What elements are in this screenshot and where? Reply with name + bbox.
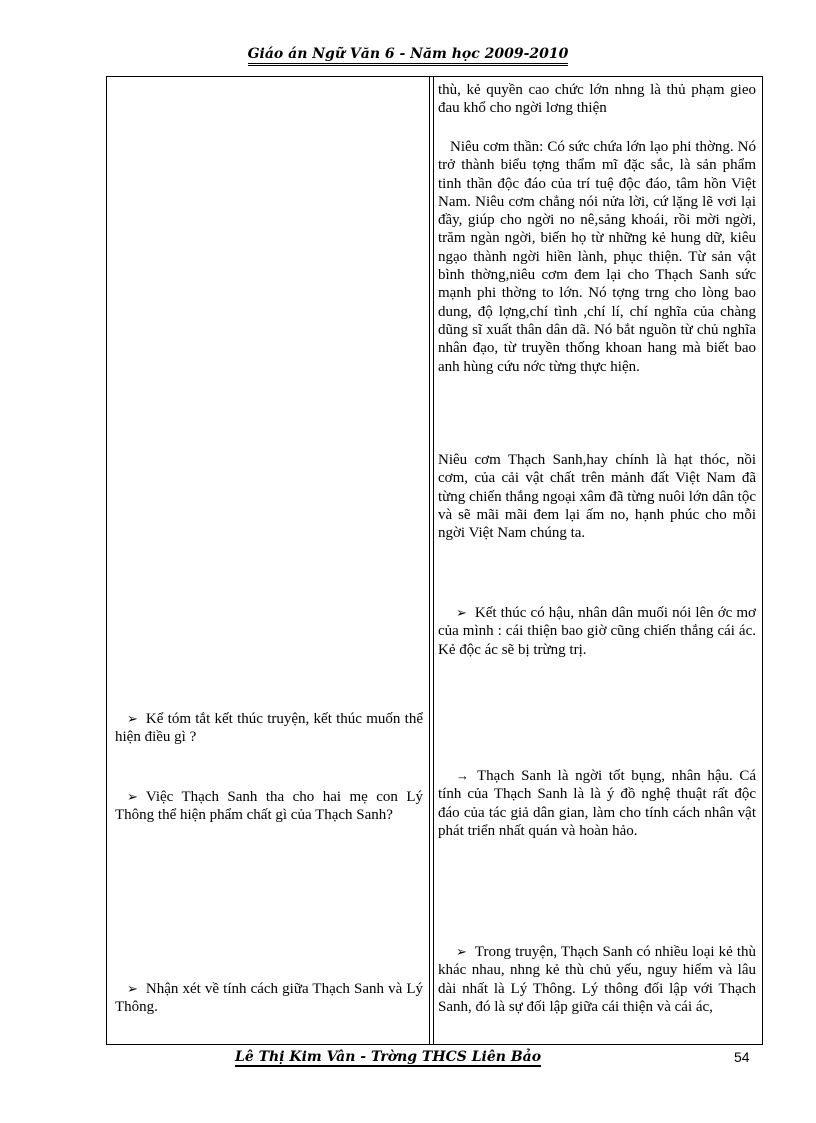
- question-tha-me-con: [115, 788, 423, 825]
- bullet-icon: ➢: [127, 981, 138, 996]
- bullet-icon: ➢: [127, 789, 138, 804]
- question-tinh-cach: [115, 980, 423, 1017]
- bullet-icon: ➢: [456, 605, 467, 620]
- answer-trong-truyen: [438, 943, 756, 1016]
- question-tinh-cach-text: Nhận xét về tính cách giữa Thạch Sanh và Lý Thông.: [115, 981, 423, 1016]
- answer-thach-sanh: [438, 767, 756, 840]
- arrow-icon: →: [456, 768, 469, 783]
- answer-nieu-com-2: Niêu cơm Thạch Sanh,hay chính là hạt thóc, nồi cơm, của cải vật chất trên mảnh đất Việt Nam đã từng chiến thắng ngoại xâm đã từng nuôi lớn dân tộc và sẽ mãi mãi đem lại ấm no, hạnh phúc cho mỗi ngời Việt Nam chúng ta.: [438, 452, 756, 542]
- page-number: 54: [734, 1049, 750, 1065]
- answer-ket-thuc: [438, 604, 756, 659]
- bullet-icon: ➢: [456, 944, 467, 959]
- answer-continuation: thù, kẻ quyền cao chức lớn nhng là thủ phạm gieo đau khổ cho ngời lơng thiện: [438, 82, 756, 117]
- page-header: [0, 46, 816, 62]
- question-tha-me-con-text: Việc Thạch Sanh tha cho hai mẹ con Lý Thông thể hiện phẩm chất gì của Thạch Sanh?: [115, 789, 423, 824]
- bullet-icon: ➢: [127, 711, 138, 726]
- question-ket-thuc-text: Kể tóm tắt kết thúc truyện, kết thúc muốn thể hiện điều gì ?: [115, 711, 423, 746]
- page-footer: [235, 1049, 541, 1065]
- answer-nieu-com: Niêu cơm thần: Có sức chứa lớn lạo phi thờng. Nó trở thành biểu tợng thẩm mĩ đặc sắc, là sản phẩm tinh thần độc đáo của trí tuệ độc đáo, tâm hồn Việt Nam. Niêu cơm chẳng nói nửa lời, cứ lặng lẽ vơi lại đầy, giúp cho ngời no nê,sảng khoái, rồi mời ngời, trăm ngàn ngời, biến họ từ những kẻ hung dữ, kiêu ngạo thành ngời hiền lành, phục thiện. Từ sản vật bình thờng,niêu cơm đem lại cho Thạch Sanh sức mạnh phi thờng to lớn. Nó tợng trng cho lòng bao dung, độ lợng,chí tình ,chí lí, chí nghĩa của chàng dũng sĩ xuất thân dân dã. Nó bắt nguồn từ chủ nghĩa nhân đạo, từ truyền thống khoan hang mà biết bao anh hùng cứu nớc từng thực hiện.: [438, 139, 756, 375]
- column-divider: [429, 77, 434, 1044]
- answer-trong-truyen-text: Trong truyện, Thạch Sanh có nhiều loại kẻ thù khác nhau, nhng kẻ thù chủ yếu, nguy hiểm và lâu dài nhất là Lý Thông. Lý thông đối lập với Thạch Sanh, đó là sự đối lập giữa cái thiện và cái ác,: [438, 944, 756, 1015]
- footer-author: Lê Thị Kim Vân - Trờng THCS Liên Bảo: [235, 1049, 542, 1065]
- question-ket-thuc: [115, 710, 423, 747]
- answer-ket-thuc-text: Kết thúc có hậu, nhân dân muối nói lên ớc mơ của mình : cái thiện bao giờ cũng chiến thắng cái ác. Kẻ độc ác sẽ bị trừng trị.: [438, 605, 756, 658]
- answer-thach-sanh-text: Thạch Sanh là ngời tốt bụng, nhân hậu. Cá tính của Thạch Sanh là là ý đồ nghệ thuật rất độc đáo của tác giả dân gian, làm cho tính cách nhân vật phát triển nhất quán và hoàn hảo.: [438, 768, 756, 839]
- header-title: Giáo án Ngữ Văn 6 - Năm học 2009-2010: [248, 46, 569, 66]
- lesson-table: [106, 76, 763, 1045]
